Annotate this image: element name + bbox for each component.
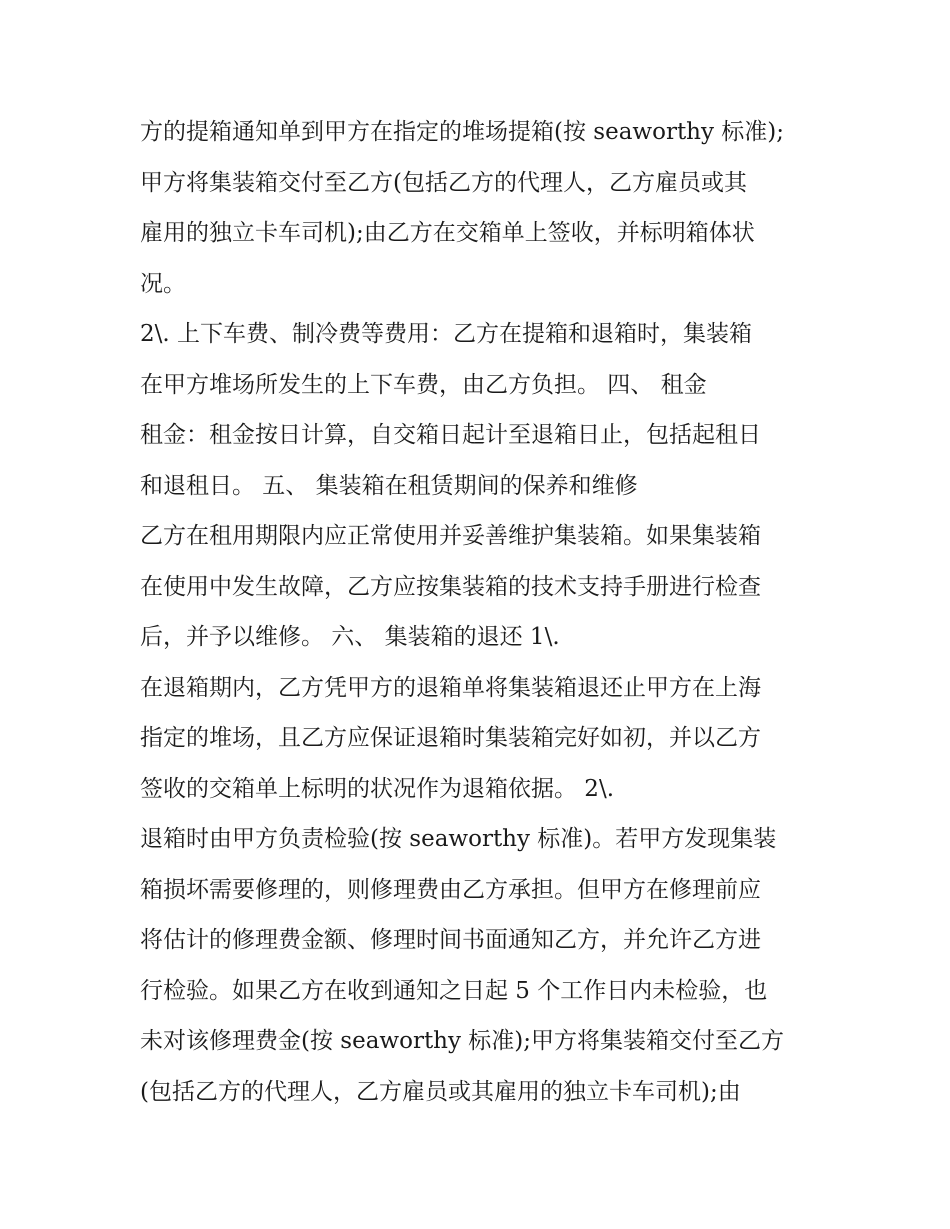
text-line: 况。 xyxy=(140,270,186,297)
text-line: 租金：租金按日计算，自交箱日起计至退箱日止，包括起租日 xyxy=(140,422,761,448)
text-line: 在使用中发生故障，乙方应按集装箱的技术支持手册进行检查 xyxy=(140,573,761,600)
text-line: 未对该修理费金(按 seaworthy 标准);甲方将集装箱交付至乙方 xyxy=(140,1028,785,1054)
text-line: 在甲方堆场所发生的上下车费，由乙方负担。 四、 租金 xyxy=(140,371,707,398)
text-line: 和退租日。 五、 集装箱在租赁期间的保养和维修 xyxy=(140,472,638,499)
text-line: 将估计的修理费金额、修理时间书面通知乙方，并允许乙方进 xyxy=(140,927,761,953)
text-line: (包括乙方的代理人，乙方雇员或其雇用的独立卡车司机);由 xyxy=(140,1078,741,1105)
text-line: 在退箱期内，乙方凭甲方的退箱单将集装箱退还止甲方在上海 xyxy=(140,674,761,701)
text-line: 2\. 上下车费、制冷费等费用：乙方在提箱和退箱时，集装箱 xyxy=(140,321,753,347)
text-line: 雇用的独立卡车司机);由乙方在交箱单上签收，并标明箱体状 xyxy=(140,220,755,246)
text-line: 后，并予以维修。 六、 集装箱的退还 1\. xyxy=(140,624,560,650)
text-line: 乙方在租用期限内应正常使用并妥善维护集装箱。如果集装箱 xyxy=(140,523,761,549)
text-line: 退箱时由甲方负责检验(按 seaworthy 标准)。若甲方发现集装 xyxy=(140,826,777,852)
text-line: 箱损坏需要修理的，则修理费由乙方承担。但甲方在修理前应 xyxy=(140,876,761,903)
text-line: 签收的交箱单上标明的状况作为退箱依据。 2\. xyxy=(140,775,615,802)
text-line: 行检验。如果乙方在收到通知之日起 5 个工作日内未检验，也 xyxy=(140,977,768,1004)
text-line: 方的提箱通知单到甲方在指定的堆场提箱(按 seaworthy 标准); xyxy=(140,119,785,145)
document-body xyxy=(140,107,820,1117)
text-line: 甲方将集装箱交付至乙方(包括乙方的代理人，乙方雇员或其 xyxy=(140,169,747,196)
text-line: 指定的堆场，且乙方应保证退箱时集装箱完好如初，并以乙方 xyxy=(140,725,761,751)
